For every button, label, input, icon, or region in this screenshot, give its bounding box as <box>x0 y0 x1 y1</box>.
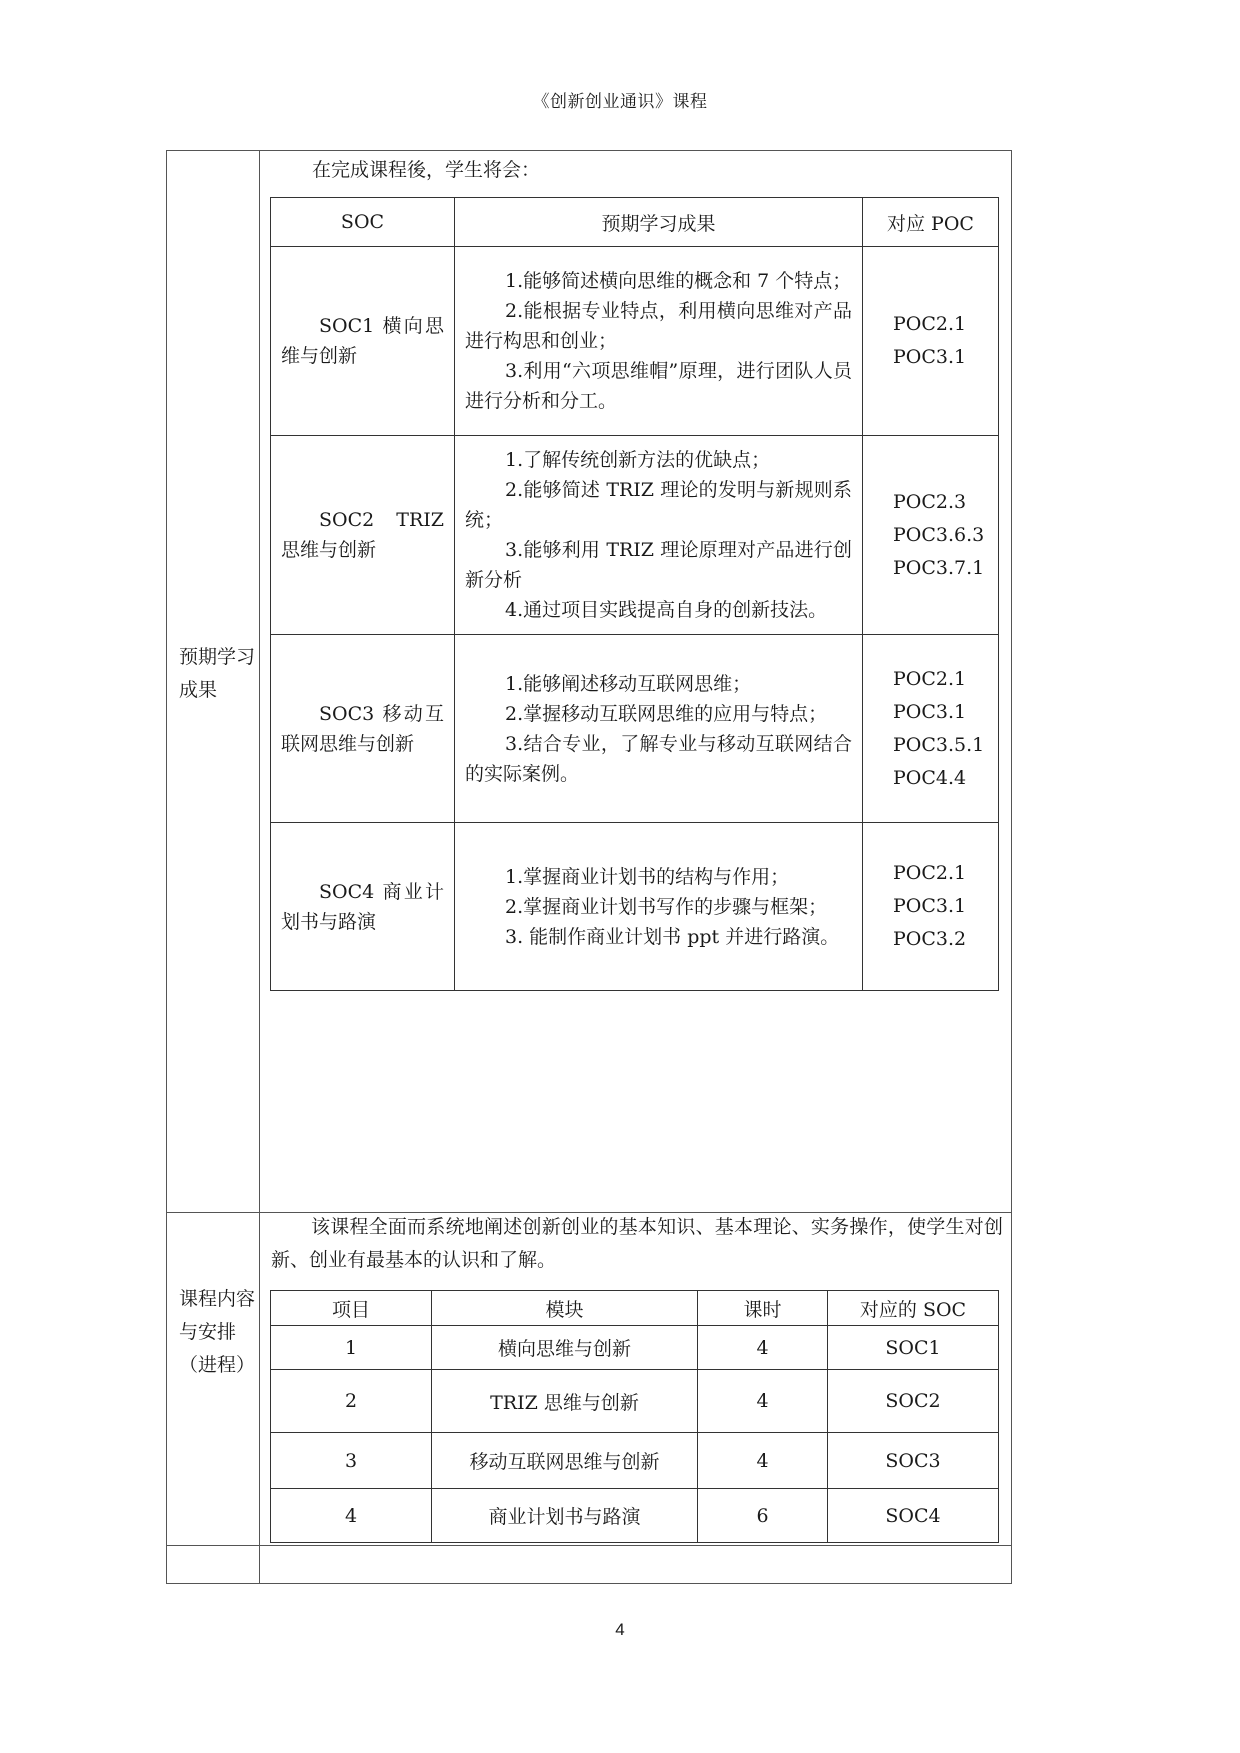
table-row <box>271 1433 999 1489</box>
soc-name: SOC1 横向思维与创新 <box>271 247 455 436</box>
outcome-item: 1.能够简述横向思维的概念和 7 个特点； <box>505 270 852 292</box>
item-number: 3 <box>271 1433 432 1489</box>
poc-item: POC3.1 <box>893 895 967 917</box>
soc-name: SOC3 移动互联网思维与创新 <box>271 635 455 823</box>
outcome-item: 1.了解传统创新方法的优缺点； <box>505 449 771 471</box>
table-row <box>271 635 999 823</box>
poc-list <box>863 823 999 991</box>
soc-ref: SOC1 <box>828 1326 999 1370</box>
soc-ref: SOC3 <box>828 1433 999 1489</box>
outcomes-intro: 在完成课程後，学生将会： <box>312 159 541 181</box>
column-divider <box>259 151 260 1583</box>
outcome-item: 2.能够简述 TRIZ 理论的发明与新规则系统； <box>465 479 852 531</box>
class-hours: 6 <box>698 1489 828 1543</box>
item-number: 2 <box>271 1370 432 1433</box>
section-label-expected-outcomes: 预期学习成果 <box>179 646 256 701</box>
outcome-item: 3. 能制作商业计划书 ppt 并进行路演。 <box>505 925 840 948</box>
column-header: 对应的 SOC <box>828 1291 999 1326</box>
outcome-item: 1.掌握商业计划书的结构与作用； <box>505 865 790 888</box>
class-hours: 4 <box>698 1433 828 1489</box>
poc-item: POC4.4 <box>893 766 967 789</box>
outcome-item: 3.利用“六项思维帽”原理，进行团队人员进行分析和分工。 <box>465 360 852 412</box>
outcome-item: 2.掌握商业计划书写作的步骤与框架； <box>505 895 828 918</box>
item-number: 1 <box>271 1326 432 1370</box>
soc-name: SOC4 商业计划书与路演 <box>271 823 455 991</box>
soc-table-header-row <box>271 198 999 247</box>
soc-name: SOC2 TRIZ 思维与创新 <box>271 436 455 635</box>
poc-list <box>863 436 999 635</box>
outcome-item: 2.能根据专业特点，利用横向思维对产品进行构思和创业； <box>465 300 852 352</box>
table-row <box>271 247 999 436</box>
schedule-header-row <box>271 1291 999 1326</box>
column-header: 项目 <box>271 1291 432 1326</box>
course-outline-table <box>166 150 1012 1584</box>
column-header: 预期学习成果 <box>455 198 863 247</box>
poc-item: POC3.7.1 <box>893 556 985 579</box>
poc-item: POC2.1 <box>893 313 967 335</box>
page-number: 4 <box>615 1620 625 1639</box>
outcome-item: 1.能够阐述移动互联网思维； <box>505 672 752 695</box>
table-row <box>271 1326 999 1370</box>
column-header: 课时 <box>698 1291 828 1326</box>
item-number: 4 <box>271 1489 432 1543</box>
column-header: 对应 POC <box>863 198 999 247</box>
schedule-table <box>270 1290 999 1543</box>
module-name: 横向思维与创新 <box>432 1326 698 1370</box>
poc-item: POC3.5.1 <box>893 733 985 756</box>
outcome-list <box>455 635 863 823</box>
class-hours: 4 <box>698 1370 828 1433</box>
poc-item: POC3.6.3 <box>893 523 985 546</box>
table-row <box>271 823 999 991</box>
module-name: 商业计划书与路演 <box>432 1489 698 1543</box>
outcome-item: 3.结合专业，了解专业与移动互联网结合的实际案例。 <box>465 732 852 785</box>
course-description: 该课程全面而系统地阐述创新创业的基本知识、基本理论、实务操作，使学生对创新、创业有最基本的认识和了解。 <box>271 1216 1003 1271</box>
poc-item: POC3.2 <box>893 928 967 950</box>
soc-ref: SOC4 <box>828 1489 999 1543</box>
outcome-list <box>455 823 863 991</box>
poc-list <box>863 247 999 436</box>
module-name: 移动互联网思维与创新 <box>432 1433 698 1489</box>
section-label-course-content: 课程内容与安排（进程） <box>179 1288 256 1376</box>
soc-table <box>270 197 999 991</box>
outcome-item: 4.通过项目实践提高自身的创新技法。 <box>505 599 828 621</box>
outcome-list <box>455 247 863 436</box>
poc-item: POC2.1 <box>893 667 967 690</box>
poc-item: POC3.1 <box>893 700 967 723</box>
column-header: SOC <box>271 198 455 247</box>
table-row <box>271 1489 999 1543</box>
page-header: 《创新创业通识》课程 <box>532 92 708 112</box>
outcome-item: 2.掌握移动互联网思维的应用与特点； <box>505 702 828 725</box>
module-name: TRIZ 思维与创新 <box>432 1370 698 1433</box>
class-hours: 4 <box>698 1326 828 1370</box>
poc-list <box>863 635 999 823</box>
poc-item: POC3.1 <box>893 346 967 368</box>
row-divider <box>167 1545 1011 1546</box>
poc-item: POC2.3 <box>893 490 967 513</box>
table-row <box>271 1370 999 1433</box>
soc-ref: SOC2 <box>828 1370 999 1433</box>
outcome-item: 3.能够利用 TRIZ 理论原理对产品进行创新分析 <box>465 539 852 591</box>
table-row <box>271 436 999 635</box>
outcome-list <box>455 436 863 635</box>
poc-item: POC2.1 <box>893 862 967 884</box>
column-header: 模块 <box>432 1291 698 1326</box>
